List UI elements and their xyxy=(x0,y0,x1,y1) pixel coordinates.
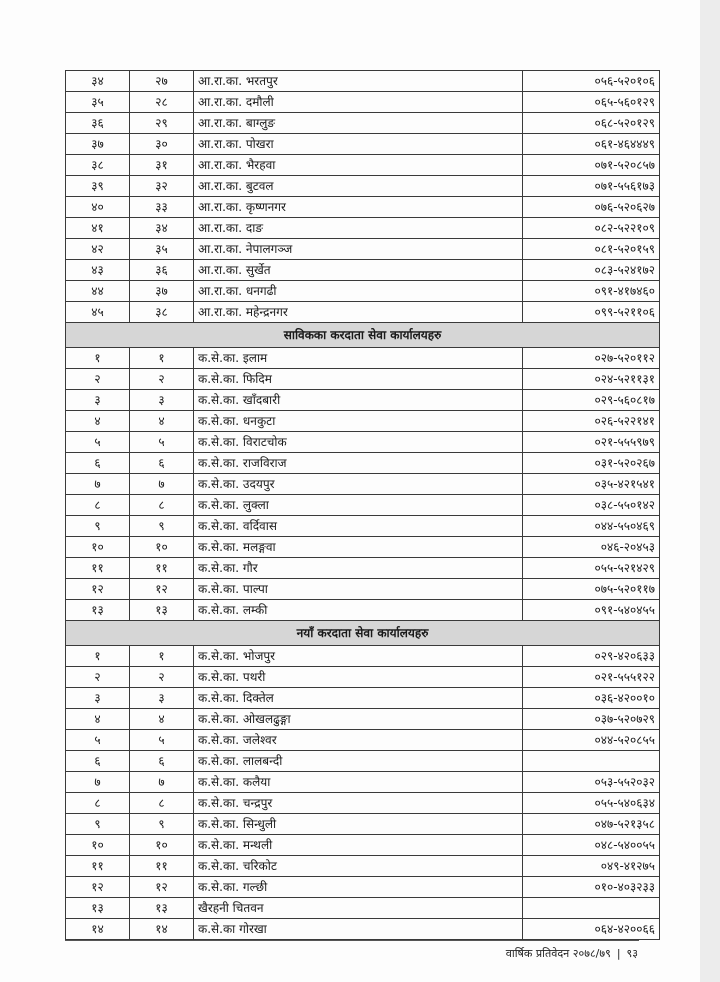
table-rows-new-taxpayer-offices xyxy=(66,646,660,940)
office-name-cell: क.से.का. सिन्धुली xyxy=(194,814,523,835)
phone-number-cell: ०९१-५४०४५५ xyxy=(523,600,660,621)
office-name-cell: क.से.का. फिदिम xyxy=(194,369,523,390)
office-number-cell: ३५ xyxy=(130,239,194,260)
serial-number-cell: ४ xyxy=(66,709,130,730)
serial-number-cell: ५ xyxy=(66,432,130,453)
office-number-cell: ३२ xyxy=(130,176,194,197)
phone-number-cell: ०३८-५५०१४२ xyxy=(523,495,660,516)
office-name-cell: क.से.का गोरखा xyxy=(194,919,523,940)
page-footer xyxy=(506,946,638,961)
office-name-cell: क.से.का. पाल्पा xyxy=(194,579,523,600)
office-number-cell: १० xyxy=(130,537,194,558)
serial-number-cell: ७ xyxy=(66,474,130,495)
table-row xyxy=(66,453,660,474)
serial-number-cell: १४ xyxy=(66,919,130,940)
office-name-cell: आ.रा.का. धनगढी xyxy=(194,281,523,302)
office-number-cell: २ xyxy=(130,369,194,390)
table-section-old-taxpayer-offices xyxy=(66,323,660,348)
table-row xyxy=(66,260,660,281)
office-name-cell: क.से.का. भोजपुर xyxy=(194,646,523,667)
table-row xyxy=(66,772,660,793)
phone-number-cell: ०२१-५५५१२२ xyxy=(523,667,660,688)
table-row xyxy=(66,688,660,709)
office-name-cell: आ.रा.का. कृष्णनगर xyxy=(194,197,523,218)
office-name-cell: खैरहनी चितवन xyxy=(194,898,523,919)
serial-number-cell: ४० xyxy=(66,197,130,218)
serial-number-cell: ४१ xyxy=(66,218,130,239)
office-name-cell: क.से.का. वर्दिवास xyxy=(194,516,523,537)
phone-number-cell: ०२१-५५५९७९ xyxy=(523,432,660,453)
serial-number-cell: ३५ xyxy=(66,92,130,113)
serial-number-cell: ३ xyxy=(66,390,130,411)
table-row xyxy=(66,197,660,218)
office-number-cell: ५ xyxy=(130,432,194,453)
serial-number-cell: ४५ xyxy=(66,302,130,323)
office-name-cell: क.से.का. मलङ्गवा xyxy=(194,537,523,558)
phone-number-cell: ०४९-४१२७५ xyxy=(523,856,660,877)
table-row xyxy=(66,432,660,453)
serial-number-cell: १३ xyxy=(66,600,130,621)
office-number-cell: १३ xyxy=(130,600,194,621)
office-name-cell: क.से.का. खाँदबारी xyxy=(194,390,523,411)
office-name-cell: आ.रा.का. भैरहवा xyxy=(194,155,523,176)
office-number-cell: ३८ xyxy=(130,302,194,323)
phone-number-cell: ०८१-५२०१५९ xyxy=(523,239,660,260)
phone-number-cell: ०२४-५२११३१ xyxy=(523,369,660,390)
table-row xyxy=(66,579,660,600)
office-number-cell: ६ xyxy=(130,751,194,772)
office-number-cell: ८ xyxy=(130,495,194,516)
phone-number-cell: ०५५-५४०६३४ xyxy=(523,793,660,814)
office-name-cell: आ.रा.का. भरतपुर xyxy=(194,71,523,92)
phone-number-cell: ०५५-५२१४२९ xyxy=(523,558,660,579)
phone-number-cell: ०२७-५२०११२ xyxy=(523,348,660,369)
table-row xyxy=(66,369,660,390)
office-name-cell: क.से.का. गल्छी xyxy=(194,877,523,898)
office-number-cell: ३० xyxy=(130,134,194,155)
serial-number-cell: ३७ xyxy=(66,134,130,155)
serial-number-cell: ८ xyxy=(66,793,130,814)
office-number-cell: ४ xyxy=(130,709,194,730)
phone-number-cell: ०३५-४२१५४१ xyxy=(523,474,660,495)
phone-number-cell: ०५६-५२०१०६ xyxy=(523,71,660,92)
table-row xyxy=(66,218,660,239)
phone-number-cell: ०४७-५२१३५८ xyxy=(523,814,660,835)
footer-separator: | xyxy=(616,947,621,960)
office-number-cell: ३६ xyxy=(130,260,194,281)
section-title-new-taxpayer-offices: नयाँ करदाता सेवा कार्यालयहरु xyxy=(66,621,660,646)
phone-number-cell: ०८३-५२४१७२ xyxy=(523,260,660,281)
phone-number-cell: ०३७-५२०७२९ xyxy=(523,709,660,730)
table-rows-old-taxpayer-offices xyxy=(66,348,660,621)
office-number-cell: ३७ xyxy=(130,281,194,302)
office-name-cell: क.से.का. कलैया xyxy=(194,772,523,793)
office-name-cell: क.से.का. उदयपुर xyxy=(194,474,523,495)
office-number-cell: ११ xyxy=(130,558,194,579)
office-name-cell: क.से.का. पथरी xyxy=(194,667,523,688)
office-name-cell: आ.रा.का. बाग्लुङ xyxy=(194,113,523,134)
table-row xyxy=(66,474,660,495)
office-number-cell: २७ xyxy=(130,71,194,92)
phone-number-cell: ०३१-५२०२६७ xyxy=(523,453,660,474)
office-number-cell: ९ xyxy=(130,516,194,537)
table-row xyxy=(66,302,660,323)
office-number-cell: ५ xyxy=(130,730,194,751)
phone-number-cell: ०३६-४२००१० xyxy=(523,688,660,709)
serial-number-cell: ६ xyxy=(66,453,130,474)
table-row xyxy=(66,71,660,92)
phone-number-cell: ०४४-५५०४६९ xyxy=(523,516,660,537)
office-number-cell: ६ xyxy=(130,453,194,474)
phone-number-cell: ०४४-५२०८५५ xyxy=(523,730,660,751)
serial-number-cell: ३८ xyxy=(66,155,130,176)
serial-number-cell: १ xyxy=(66,646,130,667)
serial-number-cell: ४ xyxy=(66,411,130,432)
office-name-cell: क.से.का. जलेश्वर xyxy=(194,730,523,751)
table-row xyxy=(66,919,660,940)
table-row xyxy=(66,134,660,155)
table-section-new-taxpayer-offices xyxy=(66,621,660,646)
serial-number-cell: २ xyxy=(66,369,130,390)
serial-number-cell: ३६ xyxy=(66,113,130,134)
serial-number-cell: ४४ xyxy=(66,281,130,302)
report-title: वार्षिक प्रतिवेदन २०७८/७९ xyxy=(505,947,611,960)
office-name-cell: क.से.का. गौर xyxy=(194,558,523,579)
section-header-row xyxy=(66,621,660,646)
office-name-cell: आ.रा.का. बुटवल xyxy=(194,176,523,197)
office-number-cell: २८ xyxy=(130,92,194,113)
office-number-cell: ३ xyxy=(130,688,194,709)
table-row xyxy=(66,390,660,411)
office-name-cell: क.से.का. चन्द्रपुर xyxy=(194,793,523,814)
table-row xyxy=(66,730,660,751)
table-row xyxy=(66,877,660,898)
office-number-cell: ९ xyxy=(130,814,194,835)
table-row xyxy=(66,646,660,667)
office-contact-table xyxy=(65,70,660,940)
serial-number-cell: ६ xyxy=(66,751,130,772)
phone-number-cell: ०१०-४०३२३३ xyxy=(523,877,660,898)
phone-number-cell: ०२६-५२२१४१ xyxy=(523,411,660,432)
page-number: ९३ xyxy=(626,947,638,960)
phone-number-cell: ०६८-५२०१२९ xyxy=(523,113,660,134)
office-number-cell: २९ xyxy=(130,113,194,134)
table-row xyxy=(66,176,660,197)
office-number-cell: ४ xyxy=(130,411,194,432)
table-row xyxy=(66,751,660,772)
office-number-cell: १२ xyxy=(130,877,194,898)
table-row xyxy=(66,600,660,621)
office-name-cell: क.से.का. लम्की xyxy=(194,600,523,621)
section-header-row xyxy=(66,323,660,348)
office-name-cell: क.से.का. मन्थली xyxy=(194,835,523,856)
phone-number-cell: ०४६-२०४५३ xyxy=(523,537,660,558)
office-name-cell: क.से.का. विराटचोक xyxy=(194,432,523,453)
office-name-cell: आ.रा.का. महेन्द्रनगर xyxy=(194,302,523,323)
page-margin-strip xyxy=(700,0,720,982)
table-row xyxy=(66,155,660,176)
office-name-cell: क.से.का. राजविराज xyxy=(194,453,523,474)
table-row xyxy=(66,835,660,856)
office-name-cell: आ.रा.का. दमौली xyxy=(194,92,523,113)
section-title-old-taxpayer-offices: साविकका करदाता सेवा कार्यालयहरु xyxy=(66,323,660,348)
serial-number-cell: ८ xyxy=(66,495,130,516)
serial-number-cell: ४३ xyxy=(66,260,130,281)
phone-number-cell: ०८२-५२२१०९ xyxy=(523,218,660,239)
table-row xyxy=(66,113,660,134)
office-number-cell: १४ xyxy=(130,919,194,940)
table-row xyxy=(66,814,660,835)
serial-number-cell: ३४ xyxy=(66,71,130,92)
table-row xyxy=(66,239,660,260)
table-row xyxy=(66,856,660,877)
serial-number-cell: १ xyxy=(66,348,130,369)
table-row xyxy=(66,667,660,688)
serial-number-cell: २ xyxy=(66,667,130,688)
phone-number-cell: ०७१-५२०८५७ xyxy=(523,155,660,176)
office-number-cell: ३४ xyxy=(130,218,194,239)
office-number-cell: १३ xyxy=(130,898,194,919)
phone-number-cell: ०२९-५६०८१७ xyxy=(523,390,660,411)
serial-number-cell: ११ xyxy=(66,856,130,877)
table-row xyxy=(66,495,660,516)
office-name-cell: आ.रा.का. नेपालगञ्ज xyxy=(194,239,523,260)
phone-number-cell: ०६१-४६४४४९ xyxy=(523,134,660,155)
phone-number-cell: ०६४-४२००६६ xyxy=(523,919,660,940)
phone-number-cell: ०७१-५५६१७३ xyxy=(523,176,660,197)
table-row xyxy=(66,348,660,369)
office-number-cell: १२ xyxy=(130,579,194,600)
office-number-cell: ३१ xyxy=(130,155,194,176)
table-row xyxy=(66,558,660,579)
serial-number-cell: १२ xyxy=(66,877,130,898)
phone-number-cell: ०२९-४२०६३३ xyxy=(523,646,660,667)
office-number-cell: १० xyxy=(130,835,194,856)
table-row xyxy=(66,898,660,919)
serial-number-cell: ११ xyxy=(66,558,130,579)
office-name-cell: क.से.का. दिक्तेल xyxy=(194,688,523,709)
serial-number-cell: ९ xyxy=(66,516,130,537)
table-row xyxy=(66,281,660,302)
phone-number-cell: ०९९-५२११०६ xyxy=(523,302,660,323)
serial-number-cell: १३ xyxy=(66,898,130,919)
phone-number-cell xyxy=(523,751,660,772)
table-row xyxy=(66,709,660,730)
office-name-cell: आ.रा.का. सुर्खेत xyxy=(194,260,523,281)
office-name-cell: आ.रा.का. दाङ xyxy=(194,218,523,239)
table-row xyxy=(66,516,660,537)
serial-number-cell: ४२ xyxy=(66,239,130,260)
serial-number-cell: १२ xyxy=(66,579,130,600)
office-number-cell: ८ xyxy=(130,793,194,814)
serial-number-cell: ३ xyxy=(66,688,130,709)
phone-number-cell: ०७६-५२०६२७ xyxy=(523,197,660,218)
table-row xyxy=(66,793,660,814)
office-number-cell: २ xyxy=(130,667,194,688)
office-name-cell: क.से.का. ओखलढुङ्गा xyxy=(194,709,523,730)
office-number-cell: ३३ xyxy=(130,197,194,218)
phone-number-cell: ०६५-५६०१२९ xyxy=(523,92,660,113)
office-number-cell: ७ xyxy=(130,772,194,793)
table-row xyxy=(66,537,660,558)
serial-number-cell: १० xyxy=(66,537,130,558)
serial-number-cell: ३९ xyxy=(66,176,130,197)
office-number-cell: १ xyxy=(130,646,194,667)
office-name-cell: क.से.का. लुक्ला xyxy=(194,495,523,516)
phone-number-cell xyxy=(523,898,660,919)
office-number-cell: १ xyxy=(130,348,194,369)
office-name-cell: क.से.का. लालबन्दी xyxy=(194,751,523,772)
office-name-cell: क.से.का. धनकुटा xyxy=(194,411,523,432)
phone-number-cell: ०७५-५२०११७ xyxy=(523,579,660,600)
serial-number-cell: ९ xyxy=(66,814,130,835)
phone-number-cell: ०५३-५५२०३२ xyxy=(523,772,660,793)
office-number-cell: ११ xyxy=(130,856,194,877)
serial-number-cell: १० xyxy=(66,835,130,856)
phone-number-cell: ०४८-५४००५५ xyxy=(523,835,660,856)
footer-divider xyxy=(65,940,639,941)
table-section-revenue-offices xyxy=(66,71,660,323)
office-number-cell: ३ xyxy=(130,390,194,411)
table-row xyxy=(66,92,660,113)
office-name-cell: आ.रा.का. पोखरा xyxy=(194,134,523,155)
serial-number-cell: ७ xyxy=(66,772,130,793)
phone-number-cell: ०९१-४१७४६० xyxy=(523,281,660,302)
office-number-cell: ७ xyxy=(130,474,194,495)
office-name-cell: क.से.का. इलाम xyxy=(194,348,523,369)
office-name-cell: क.से.का. चरिकोट xyxy=(194,856,523,877)
table-row xyxy=(66,411,660,432)
serial-number-cell: ५ xyxy=(66,730,130,751)
